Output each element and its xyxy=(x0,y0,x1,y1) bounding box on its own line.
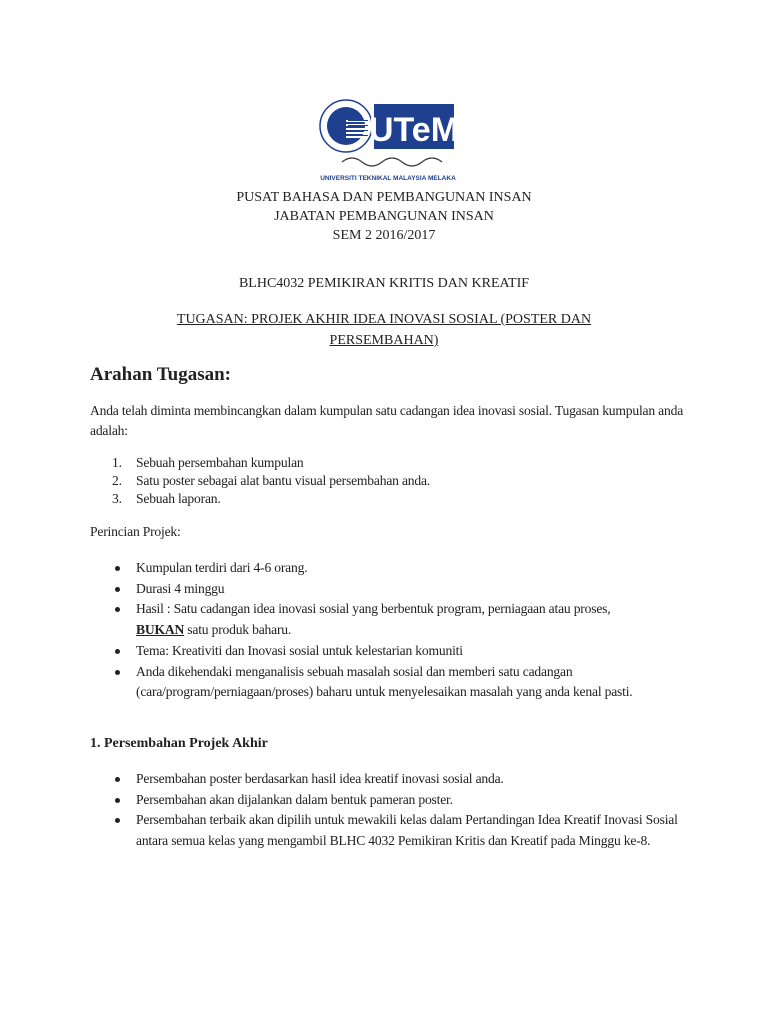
list-text: satu produk baharu. xyxy=(187,622,292,638)
svg-text:UNIVERSITI TEKNIKAL MALAYSIA M: UNIVERSITI TEKNIKAL MALAYSIA MELAKA xyxy=(320,175,456,182)
list-text: Durasi 4 minggu xyxy=(136,580,225,596)
list-text: Satu poster sebagai alat bantu visual persembahan anda. xyxy=(136,473,431,488)
list-text: Tema: Kreativiti dan Inovasi sosial untuk kelestarian komuniti xyxy=(136,642,463,658)
task-list xyxy=(90,454,690,508)
list-text: Persembahan akan dijalankan dalam bentuk pameran poster. xyxy=(136,791,453,807)
list-item xyxy=(90,769,690,790)
section-1-heading: 1. Persembahan Projek Akhir xyxy=(90,736,268,751)
list-text: Anda dikehendaki menganalisis sebuah masalah sosial dan memberi satu cadangan (cara/program/perniagaan/proses) baharu untuk menyelesaikan masalah yang anda kenal pasti. xyxy=(136,663,633,700)
list-item xyxy=(90,810,690,851)
bullet-icon xyxy=(115,649,120,654)
bullet-icon xyxy=(115,798,120,803)
list-item xyxy=(90,490,690,508)
svg-text:UTeM: UTeM xyxy=(368,111,458,149)
list-text: Sebuah laporan. xyxy=(136,491,221,506)
perincian-list xyxy=(90,558,690,703)
utem-emblem-icon xyxy=(318,96,458,182)
list-item xyxy=(90,641,690,662)
list-number: 1. xyxy=(112,455,122,470)
header-line-2: JABATAN PEMBANGUNAN INSAN xyxy=(274,209,494,224)
list-item xyxy=(90,558,690,579)
list-item xyxy=(90,579,690,600)
list-item xyxy=(90,790,690,811)
bukan-emphasis: BUKAN xyxy=(136,622,185,638)
utem-logo xyxy=(318,96,458,182)
header-line-3: SEM 2 2016/2017 xyxy=(332,228,436,243)
list-item xyxy=(90,472,690,490)
assignment-title-line-2: PERSEMBAHAN) xyxy=(329,333,439,348)
list-text: Persembahan terbaik akan dipilih untuk mewakili kelas dalam Pertandingan Idea Kreatif Inovasi Sosial antara semua kelas yang mengambil BLHC 4032 Pemikiran Kritis dan Kreatif pada Minggu ke-8. xyxy=(136,812,678,849)
bullet-icon xyxy=(115,670,120,675)
list-text: Kumpulan terdiri dari 4-6 orang. xyxy=(136,560,308,575)
list-item xyxy=(90,454,690,472)
arahan-heading: Arahan Tugasan: xyxy=(90,364,231,385)
assignment-title xyxy=(0,309,768,351)
list-number: 2. xyxy=(112,473,122,488)
bullet-icon xyxy=(115,566,120,571)
institution-header xyxy=(0,188,768,245)
list-number: 3. xyxy=(112,491,122,506)
assignment-title-line-1: TUGASAN: PROJEK AKHIR IDEA INOVASI SOSIAL (POSTER DAN xyxy=(176,312,592,327)
list-text: Persembahan poster berdasarkan hasil idea kreatif inovasi sosial anda. xyxy=(136,771,504,786)
perincian-label: Perincian Projek: xyxy=(90,524,181,539)
list-item xyxy=(90,662,690,703)
bullet-icon xyxy=(115,777,120,782)
list-text: Sebuah persembahan kumpulan xyxy=(136,455,304,470)
list-item xyxy=(90,599,690,640)
list-text: Hasil : Satu cadangan idea inovasi sosial yang berbentuk program, perniagaan atau proses, xyxy=(136,601,611,617)
course-title: BLHC4032 PEMIKIRAN KRITIS DAN KREATIF xyxy=(238,276,530,291)
intro-paragraph: Anda telah diminta membincangkan dalam kumpulan satu cadangan idea inovasi sosial. Tugasan kumpulan anda adalah: xyxy=(90,403,684,438)
section-1-list xyxy=(90,769,690,852)
header-line-1: PUSAT BAHASA DAN PEMBANGUNAN INSAN xyxy=(236,190,532,205)
bullet-icon xyxy=(115,587,120,592)
bullet-icon xyxy=(115,818,120,823)
bullet-icon xyxy=(115,607,120,612)
